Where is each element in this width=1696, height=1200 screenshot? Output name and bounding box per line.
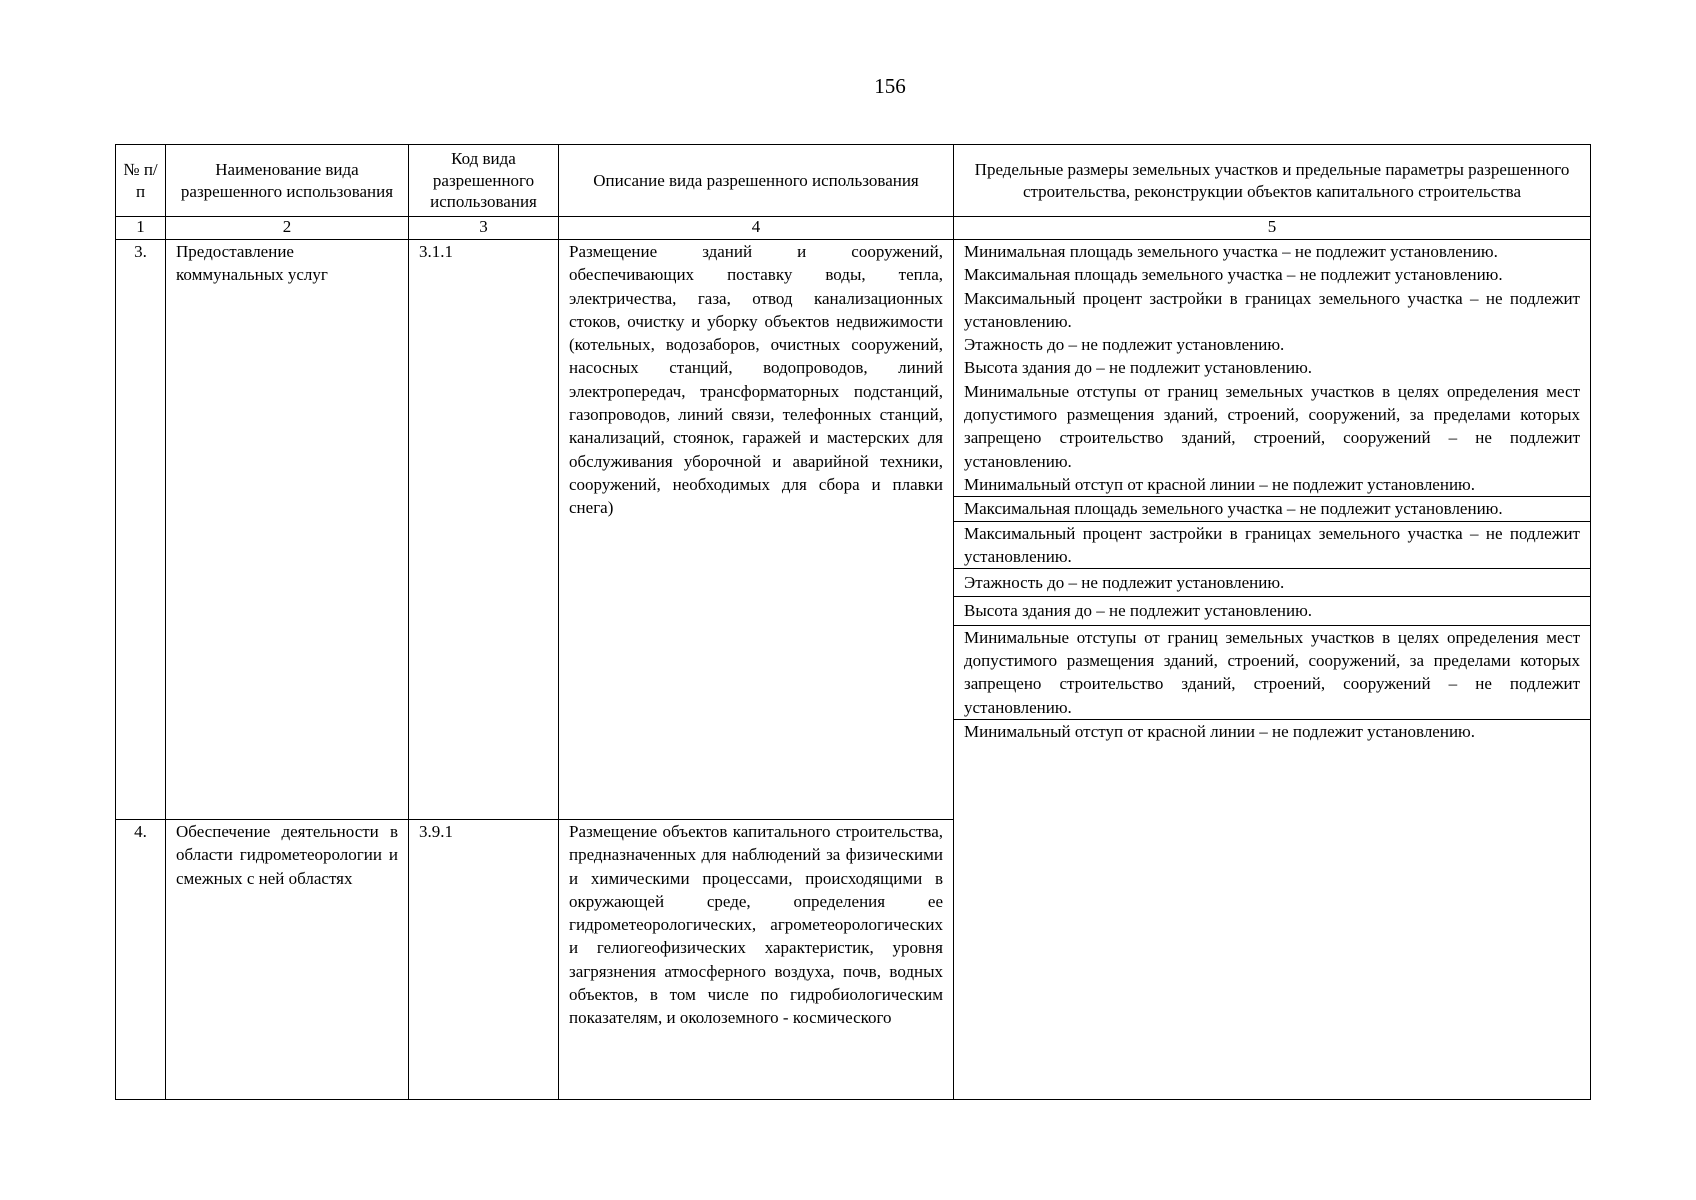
column-number: 2 bbox=[166, 217, 409, 240]
row-number: 3. bbox=[116, 240, 166, 820]
parameter-item: Максимальный процент застройки в границах земельного участка – не подлежит установлению. bbox=[964, 288, 1580, 331]
parameter-item: Высота здания до – не подлежит установлению. bbox=[954, 597, 1590, 625]
column-number: 4 bbox=[559, 217, 954, 240]
page-number: 156 bbox=[874, 74, 906, 98]
header-use-name: Наименование вида разрешенного использования bbox=[166, 145, 409, 217]
parameter-item: Максимальная площадь земельного участка – не подлежит установлению. bbox=[964, 265, 1503, 285]
column-number: 5 bbox=[954, 217, 1591, 240]
parameters-cell bbox=[954, 240, 1591, 1100]
parameter-item: Этажность до – не подлежит установлению. bbox=[954, 569, 1590, 597]
column-number: 1 bbox=[116, 217, 166, 240]
parameter-item: Минимальные отступы от границ земельных участков в целях определения мест допустимого размещения зданий, строений, сооружений, за пределами которых запрещено строительство зданий, строений, сооружений – не подлежит установлению. bbox=[954, 626, 1590, 720]
use-name: Обеспечение деятельности в области гидрометеорологии и смежных с ней областях bbox=[166, 820, 409, 1100]
use-name: Предоставление коммунальных услуг bbox=[166, 240, 409, 820]
row-number: 4. bbox=[116, 820, 166, 1100]
parameter-item: Максимальная площадь земельного участка – не подлежит установлению. bbox=[954, 497, 1590, 521]
column-number-row bbox=[116, 217, 1591, 240]
parameter-item: Минимальный отступ от красной линии – не подлежит установлению. bbox=[964, 474, 1475, 494]
use-description: Размещение зданий и сооружений, обеспечивающих поставку воды, тепла, электричества, газа, отвод канализационных стоков, очистку и уборку объектов недвижимости (котельных, водозаборов, очистных сооружений, насосных станций, водопроводов, линий электропередач, трансформаторных подстанций, газопроводов, линий связи, телефонных станций, канализаций, стоянок, гаражей и мастерских для обслуживания уборочной и аварийной техники, сооружений, необходимых для сбора и плавки снега) bbox=[559, 240, 954, 820]
parameter-item: Этажность до – не подлежит установлению. bbox=[964, 335, 1285, 355]
header-use-code: Код вида разрешенного использования bbox=[409, 145, 559, 217]
parameter-item: Минимальная площадь земельного участка – не подлежит установлению. bbox=[964, 242, 1498, 261]
table-header-row bbox=[116, 145, 1591, 217]
use-code: 3.9.1 bbox=[409, 820, 559, 1100]
parameter-item: Максимальный процент застройки в границах земельного участка – не подлежит установлению. bbox=[954, 522, 1590, 570]
parameter-item: Минимальный отступ от красной линии – не подлежит установлению. bbox=[964, 721, 1475, 741]
header-number: № п/п bbox=[116, 145, 166, 217]
header-use-description: Описание вида разрешенного использования bbox=[559, 145, 954, 217]
permitted-use-table bbox=[115, 144, 1591, 1100]
column-number: 3 bbox=[409, 217, 559, 240]
parameter-item: Высота здания до – не подлежит установлению. bbox=[964, 358, 1313, 378]
table-row bbox=[116, 240, 1591, 820]
header-parameters: Предельные размеры земельных участков и предельные параметры разрешенного строительства, реконструкции объектов капитального строительства bbox=[954, 145, 1591, 217]
parameters-group bbox=[954, 240, 1590, 497]
use-description: Размещение объектов капитального строительства, предназначенных для наблюдений за физическими и химическими процессами, происходящими в окружающей среде, определения ее гидрометеорологических, агрометеорологических и гелиогеофизических характеристик, уровня загрязнения атмосферного воздуха, почв, водных объектов, в том числе по гидробиологическим показателям, и околоземного - космического bbox=[559, 820, 954, 1100]
use-code: 3.1.1 bbox=[409, 240, 559, 820]
parameter-item: Минимальные отступы от границ земельных участков в целях определения мест допустимого размещения зданий, строений, сооружений, за пределами которых запрещено строительство зданий, строений, сооружений – не подлежит установлению. bbox=[964, 381, 1580, 471]
